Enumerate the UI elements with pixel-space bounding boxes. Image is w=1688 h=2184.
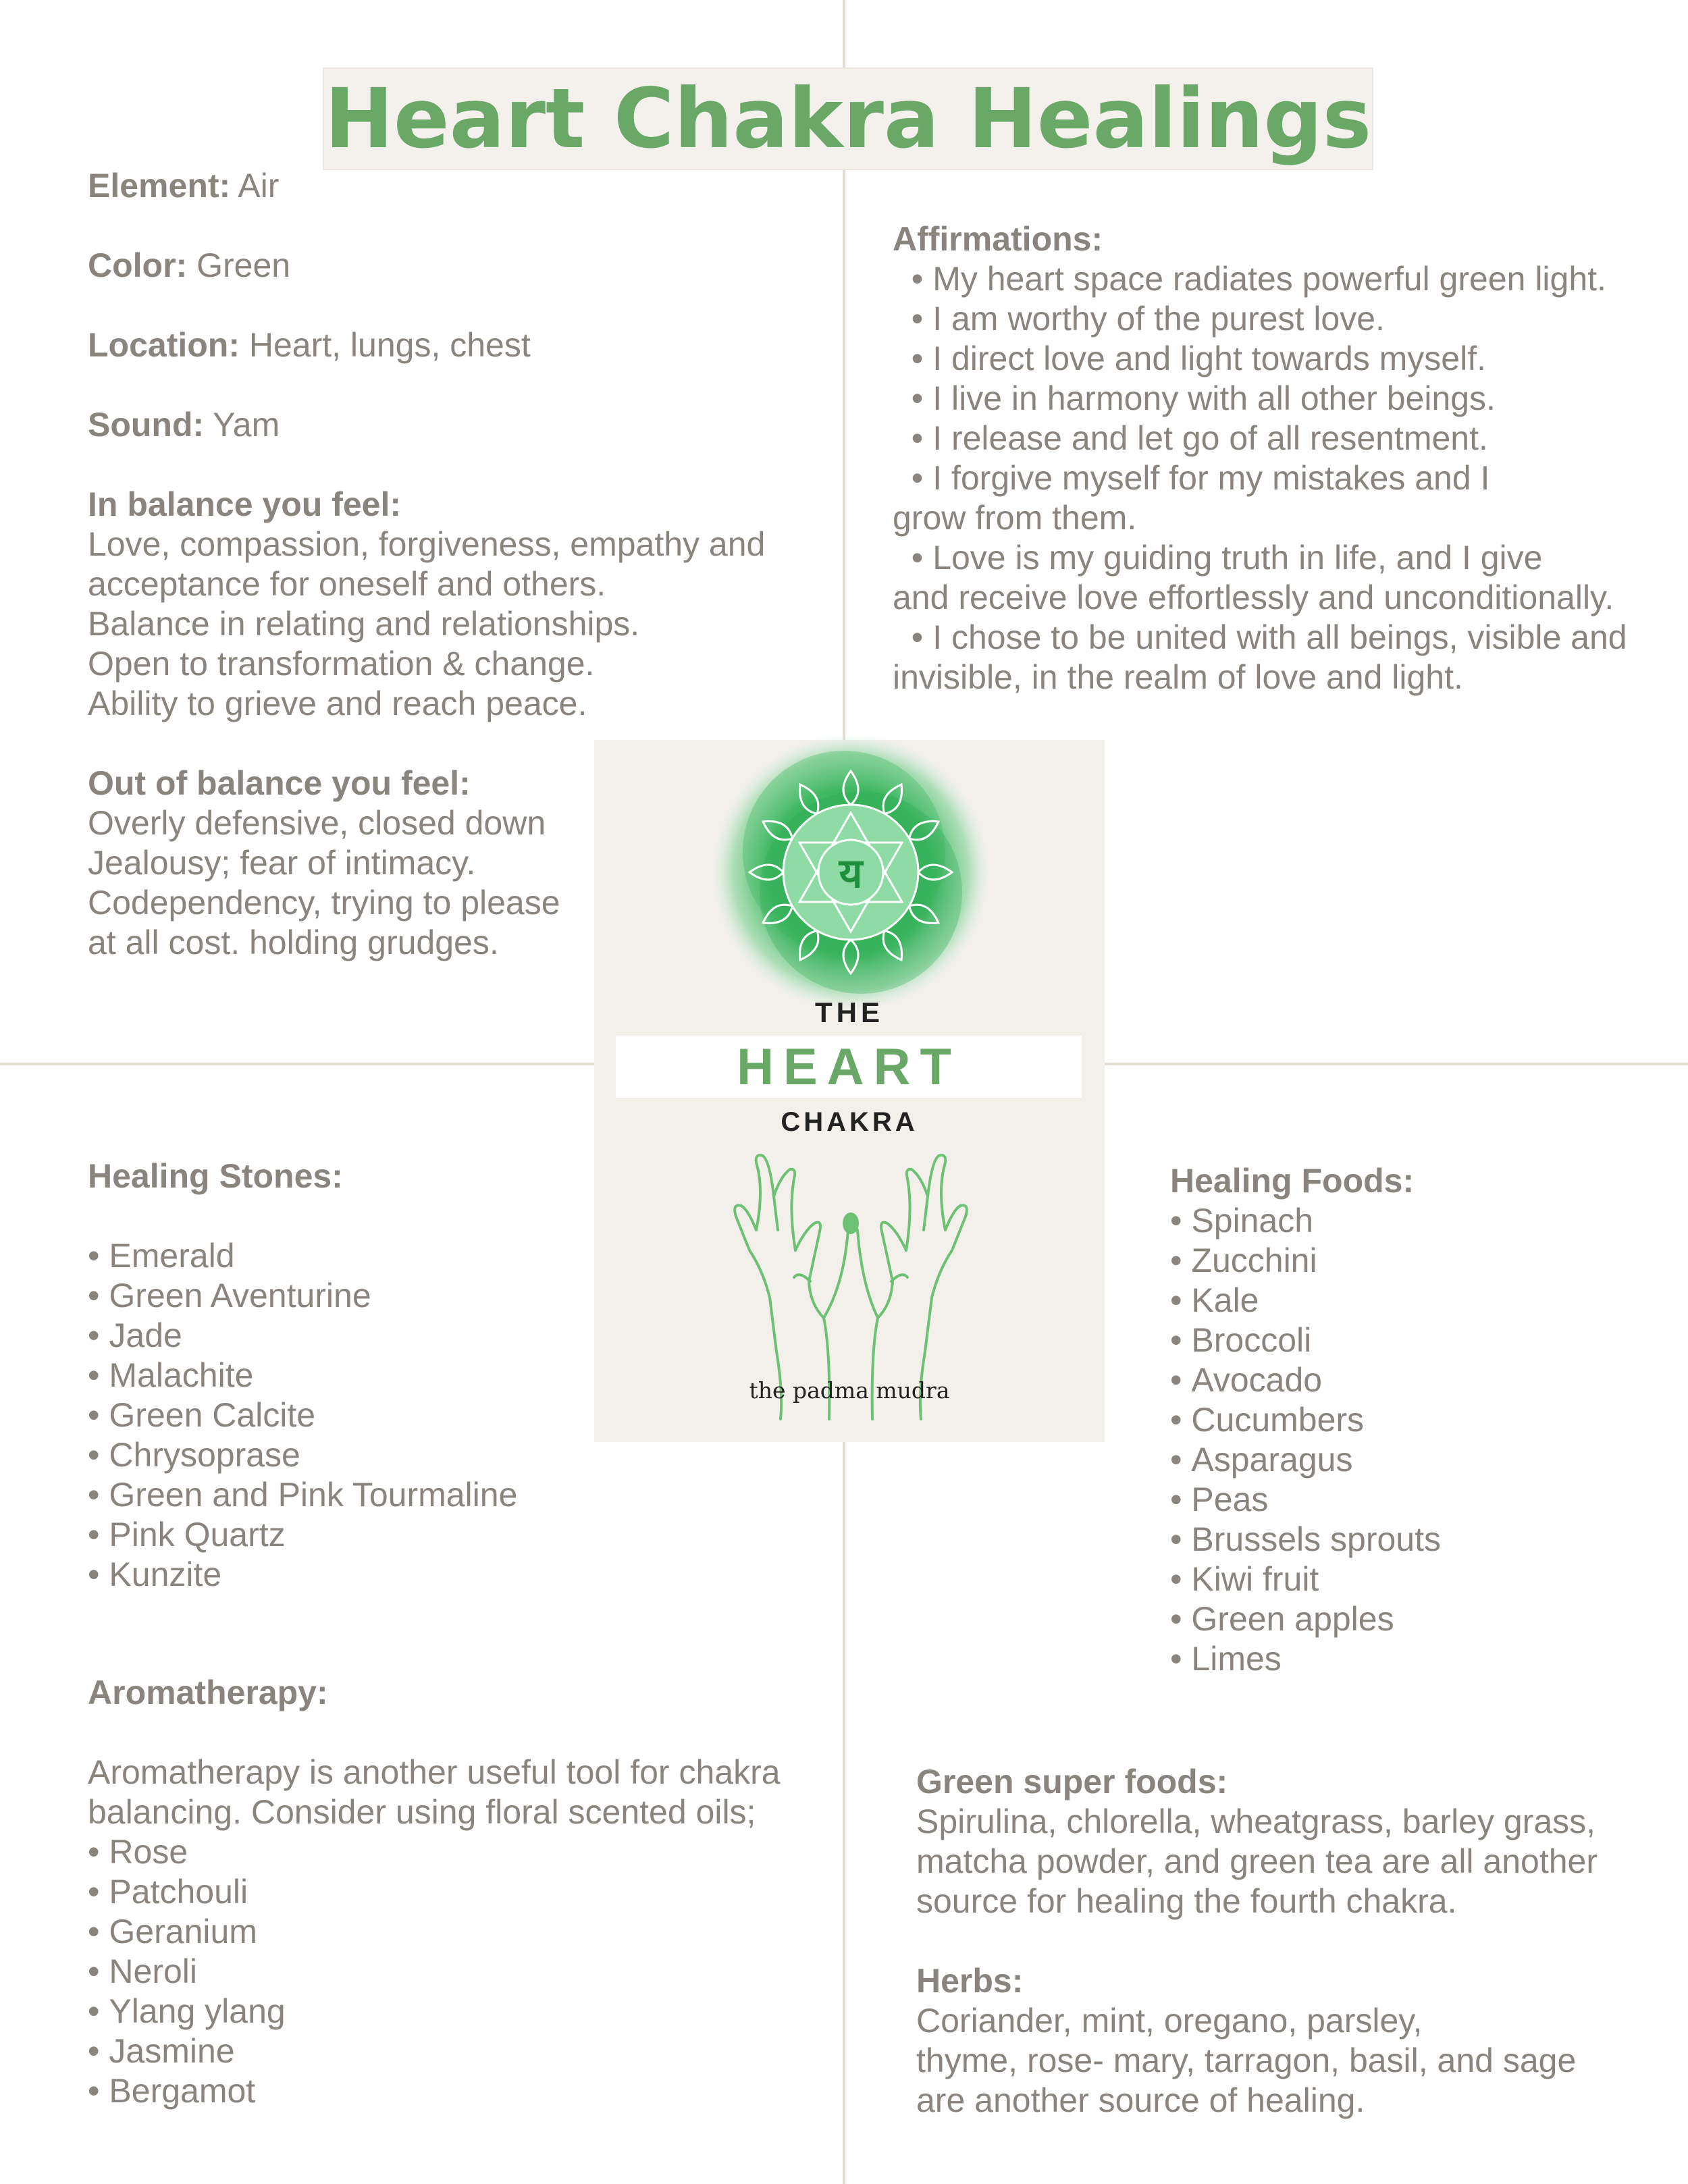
affirmations-list — [893, 259, 1627, 498]
affirmation-item: • My heart space radiates powerful green light. — [893, 259, 1627, 299]
sound-row — [88, 405, 765, 445]
healing-foods-section — [1170, 1161, 1441, 1679]
affirmation-item: • I forgive myself for my mistakes and I — [893, 458, 1627, 498]
affirmation-item: • I live in harmony with all other beings. — [893, 379, 1627, 419]
in-balance-line: Balance in relating and relationships. — [88, 605, 640, 643]
element-value: Air — [230, 167, 280, 205]
affirmations-list-cont — [893, 618, 1627, 658]
stone-item: • Emerald — [88, 1236, 517, 1276]
food-item: • Asparagus — [1170, 1440, 1441, 1480]
in-balance-line: Love, compassion, forgiveness, empathy and — [88, 525, 766, 563]
super-foods-heading: Green super foods: — [916, 1763, 1228, 1801]
oil-item: • Patchouli — [88, 1872, 781, 1912]
card-heart-banner — [616, 1036, 1082, 1098]
stone-item: • Malachite — [88, 1356, 517, 1395]
in-balance-line: acceptance for oneself and others. — [88, 565, 606, 603]
herbs-line: are another source of healing. — [916, 2081, 1365, 2119]
healing-stones-section — [88, 1156, 517, 1595]
herbs-heading: Herbs: — [916, 1962, 1024, 2000]
affirmation-item: • I direct love and light towards myself. — [893, 339, 1627, 379]
stone-item: • Green and Pink Tourmaline — [88, 1475, 517, 1515]
healing-stones-list — [88, 1236, 517, 1595]
affirmations-heading: Affirmations: — [893, 220, 1103, 258]
food-item: • Cucumbers — [1170, 1400, 1441, 1440]
affirmation-item: • Love is my guiding truth in life, and I give — [893, 538, 1627, 578]
stone-item: • Chrysoprase — [88, 1435, 517, 1475]
title-banner — [323, 68, 1373, 170]
super-foods-line: matcha powder, and green tea are all another — [916, 1842, 1598, 1880]
oil-item: • Rose — [88, 1832, 781, 1872]
oil-item: • Neroli — [88, 1952, 781, 1992]
location-value: Heart, lungs, chest — [239, 326, 531, 364]
affirmation-item: • I am worthy of the purest love. — [893, 299, 1627, 339]
vertical-divider-bottom — [843, 1442, 845, 2184]
in-balance-line: Open to transformation & change. — [88, 645, 595, 683]
card-the-text: THE — [815, 996, 884, 1028]
oil-item: • Geranium — [88, 1912, 781, 1952]
food-item: • Zucchini — [1170, 1241, 1441, 1281]
sound-label: Sound: — [88, 406, 205, 444]
element-row — [88, 166, 765, 206]
location-label: Location: — [88, 326, 240, 364]
card-heart-text: HEART — [737, 1038, 961, 1096]
aromatherapy-list — [88, 1832, 781, 2111]
affirmations-section — [893, 219, 1627, 697]
element-label: Element: — [88, 167, 231, 205]
food-item: • Limes — [1170, 1639, 1441, 1679]
horizontal-divider-right — [1105, 1063, 1688, 1065]
herbs-line: thyme, rose- mary, tarragon, basil, and sage — [916, 2042, 1577, 2079]
out-balance-line: Overly defensive, closed down — [88, 804, 546, 842]
stone-item: • Green Calcite — [88, 1395, 517, 1435]
healing-stones-heading: Healing Stones: — [88, 1157, 343, 1195]
food-item: • Avocado — [1170, 1360, 1441, 1400]
page-title: Heart Chakra Healings — [324, 71, 1372, 167]
stone-item: • Pink Quartz — [88, 1515, 517, 1555]
out-balance-heading: Out of balance you feel: — [88, 764, 471, 802]
sound-value: Yam — [204, 406, 280, 444]
food-item: • Spinach — [1170, 1201, 1441, 1241]
out-balance-line: at all cost. holding grudges. — [88, 924, 499, 961]
aromatherapy-heading: Aromatherapy: — [88, 1674, 328, 1711]
super-foods-line: source for healing the fourth chakra. — [916, 1882, 1457, 1920]
food-item: • Broccoli — [1170, 1321, 1441, 1360]
affirmations-list-cont — [893, 538, 1627, 578]
card-chakra-text: CHAKRA — [781, 1107, 918, 1137]
in-balance-heading: In balance you feel: — [88, 485, 402, 523]
food-item: • Kale — [1170, 1281, 1441, 1321]
stone-item: • Kunzite — [88, 1555, 517, 1595]
affirmation-item: • I release and let go of all resentment. — [893, 419, 1627, 458]
horizontal-divider-left — [0, 1063, 594, 1065]
color-label: Color: — [88, 246, 188, 284]
in-balance-line: Ability to grieve and reach peace. — [88, 685, 587, 722]
affirmation-item: • I chose to be united with all beings, visible and — [893, 618, 1627, 658]
herbs-line: Coriander, mint, oregano, parsley, — [916, 2002, 1423, 2040]
aromatherapy-intro-line: balancing. Consider using floral scented oils; — [88, 1793, 756, 1831]
super-foods-herbs-section — [916, 1762, 1598, 2121]
oil-item: • Ylang ylang — [88, 1992, 781, 2031]
healing-foods-list — [1170, 1201, 1441, 1679]
color-value: Green — [187, 246, 291, 284]
color-row — [88, 246, 765, 286]
out-balance-line: Jealousy; fear of intimacy. — [88, 844, 476, 882]
heart-chakra-card — [594, 740, 1105, 1442]
location-row — [88, 325, 765, 365]
stone-item: • Green Aventurine — [88, 1276, 517, 1316]
out-balance-line: Codependency, trying to please — [88, 884, 560, 922]
aromatherapy-intro-line: Aromatherapy is another useful tool for chakra — [88, 1753, 781, 1791]
healing-foods-heading: Healing Foods: — [1170, 1162, 1415, 1200]
stone-item: • Jade — [88, 1316, 517, 1356]
super-foods-line: Spirulina, chlorella, wheatgrass, barley grass, — [916, 1803, 1596, 1840]
food-item: • Green apples — [1170, 1599, 1441, 1639]
affirmation-continuation: grow from them. — [893, 499, 1137, 537]
oil-item: • Jasmine — [88, 2031, 781, 2071]
food-item: • Kiwi fruit — [1170, 1560, 1441, 1599]
aromatherapy-section — [88, 1673, 781, 2111]
food-item: • Brussels sprouts — [1170, 1520, 1441, 1560]
affirmation-continuation: and receive love effortlessly and unconditionally. — [893, 579, 1614, 616]
affirmation-continuation: invisible, in the realm of love and light. — [893, 658, 1463, 696]
oil-item: • Bergamot — [88, 2071, 781, 2111]
food-item: • Peas — [1170, 1480, 1441, 1520]
svg-text:य: य — [839, 850, 863, 897]
card-caption: the padma mudra — [749, 1377, 950, 1404]
heart-chakra-mandala-icon — [709, 730, 993, 1014]
